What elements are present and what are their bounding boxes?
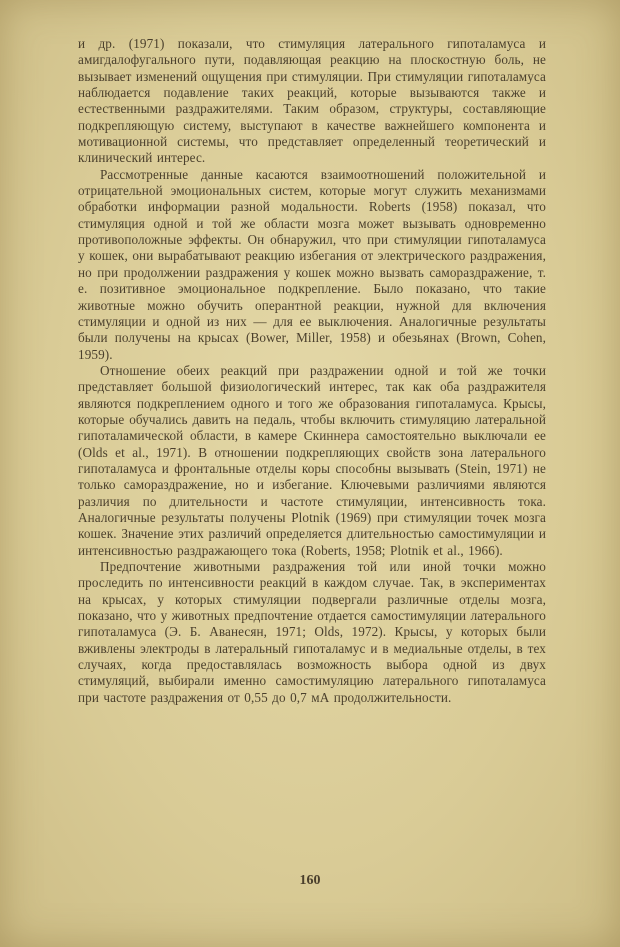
paragraph: Рассмотренные данные касаются взаимоотношений положительной и отрицательной эмоциональных систем, которые могут служить механизмами обработки информации разной модальности. Roberts (1958) показал, что стимуляция одной и той же области мозга может вызывать одновременно противоположные эффекты. Он обнаружил, что при стимуляции гипоталамуса у кошек, они вырабатывают реакцию избегания от электрического раздражения, но при продолжении раздражения у кошек можно вызвать самораздражение, т. е. позитивное эмоциональное подкрепление. Было показано, что такие животные можно обучить оперантной реакции, нужной для включения стимуляции и одной из них — для ее выключения. Аналогичные результаты были получены на крысах (Bower, Miller, 1958) и обезьянах (Brown, Cohen, 1959). [78,166,546,362]
body-text [78,36,546,706]
page-number: 160 [299,873,321,888]
paragraph: Отношение обеих реакций при раздражении одной и той же точки представляет большой физиологический интерес, так как оба раздражителя являются подкреплением одного и того же образования гипоталамуса. Крысы, которые обучались давить на педаль, чтобы включить стимуляцию латеральной гипоталамической области, в камере Скиннера самостоятельно выключали ее (Olds et al., 1971). В отношении подкрепляющих свойств зона латерального гипоталамуса и фронтальные отделы коры способны вызывать (Stein, 1971) не только самораздражение, но и избегание. Ключевыми различиями являются различия по длительности и частоте стимуляции, интенсивность тока. Аналогичные результаты получены Plotnik (1969) при стимуляции точек мозга кошек. Значение этих различий определяется длительностью самостимуляции и интенсивностью раздражающего тока (Roberts, 1958; Plotnik et al., 1966). [78,362,546,558]
paragraph: и др. (1971) показали, что стимуляция латерального гипоталамуса и амигдалофугального пути, подавляющая реакцию на плоскостную боль, не вызывает изменений ощущения при стимуляции. При стимуляции гипоталамуса наблюдается подавление таких реакций, которые вызываются также и естественными раздражителями. Таким образом, структуры, составляющие подкрепляющую систему, выступают в качестве важнейшего компонента и мотивационной системы, что представляет определенный теоретический и клинический интерес. [78,36,546,166]
paragraph: Предпочтение животными раздражения той или иной точки можно проследить по интенсивности реакций в каждом случае. Так, в экспериментах на крысах, у которых стимуляции подвергали различные отделы мозга, показано, что у животных предпочтение отдается самостимуляции латерального гипоталамуса (Э. Б. Аванесян, 1971; Olds, 1972). Крысы, у которых были вживлены электроды в латеральный гипоталамус и в медиальные отделы, в тех случаях, когда предоставлялась возможность выбора одной из двух стимуляций, выбирали именно самостимуляцию латерального гипоталамуса при частоте раздражения от 0,55 до 0,7 мА продолжительности. [78,559,546,705]
